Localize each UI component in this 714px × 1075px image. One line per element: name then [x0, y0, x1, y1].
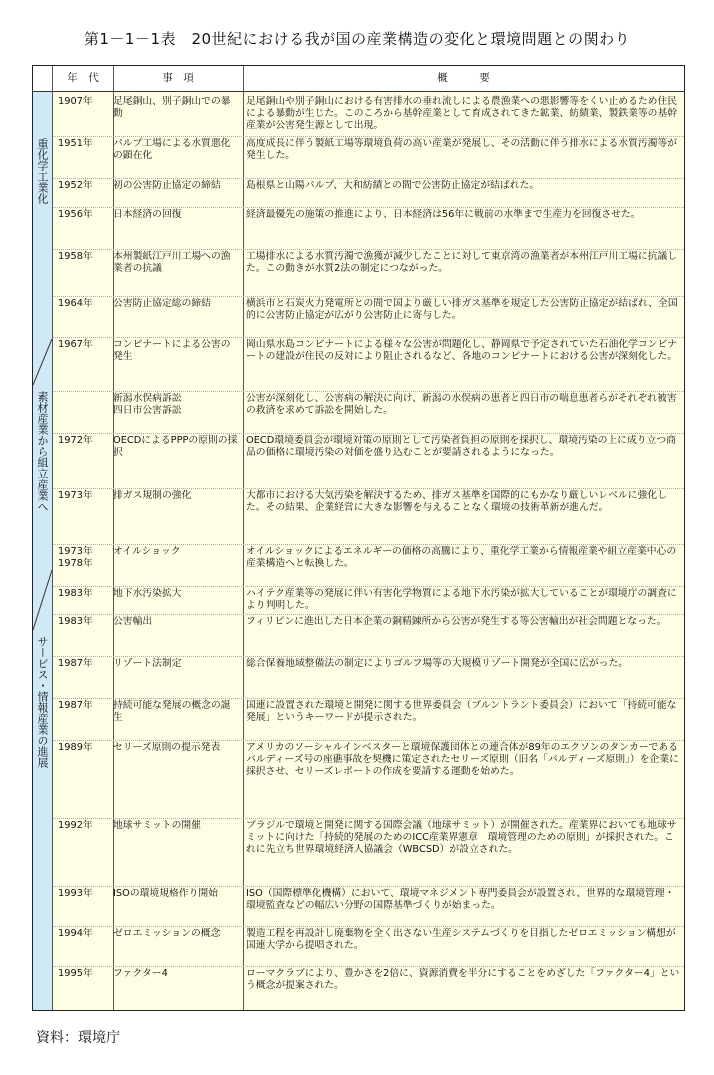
- row-desc: 総合保養地域整備法の制定によりゴルフ場等の大規模リゾート開発が全国に広がった。: [246, 658, 629, 669]
- era-transition-2: [33, 570, 52, 630]
- table-row: [53, 249, 684, 297]
- table-header: [33, 66, 684, 92]
- row-desc: 大都市における大気汚染を解決するため、排ガス基準を国際的にもかなり厳しいレベルに強化した。その結果、企業経営に大きな影響を与えることなく環境の技術革新が進んだ。: [246, 490, 667, 513]
- row-item: セリーズ原則の提示発表: [113, 742, 221, 753]
- era-label-text: サービス・情報産業の進展: [36, 636, 49, 768]
- row-year: 1972年: [58, 435, 93, 446]
- row-desc: 国連に設置された環境と開発に関する世界委員会（ブルントラント委員会）において「持続可能な発展」というキーワードが提示された。: [246, 700, 677, 723]
- row-desc: 横浜市と石炭火力発電所との間で国より厳しい排ガス基準を規定した公害防止協定が結ばれ、全国的に公害防止協定が広がり公害防止に寄与した。: [246, 298, 678, 321]
- row-year: 1987年: [58, 658, 93, 669]
- row-item: コンビナートによる公害の発生: [113, 339, 231, 362]
- table-row: [53, 886, 684, 927]
- row-desc: 島根県と山陽パルプ、大和紡績との間で公害防止協定が結ばれた。: [246, 180, 540, 191]
- row-desc: 製造工程を再設計し廃棄物を全く出さない生産システムづくりを目指したゼロエミッション構想が国連大学から提唱された。: [246, 928, 676, 951]
- table-row: [53, 544, 684, 587]
- row-item: ファクター4: [113, 968, 168, 979]
- table-row: [53, 586, 684, 615]
- row-desc: ISO（国際標準化機構）において、環境マネジメント専門委員会が設置され、世界的な環境管理・環境監査などの幅広い分野の国際基準づくりが始まった。: [246, 888, 675, 911]
- table-row: [53, 337, 684, 392]
- table-row: [53, 433, 684, 489]
- row-desc: 工場排水による水質汚濁で漁獲が減少したことに対して東京湾の漁業者が本州江戸川工場に抗議した。この動きが水質2法の制定につながった。: [246, 251, 678, 274]
- table-row: [53, 178, 684, 208]
- row-item: リゾート法制定: [113, 658, 182, 669]
- row-year: 1992年: [58, 820, 93, 831]
- row-year: 1987年: [58, 700, 93, 711]
- row-item: 排ガス規制の強化: [113, 490, 192, 501]
- era-label-heavy-industry: [33, 138, 52, 207]
- table-row: [53, 614, 684, 657]
- row-year: 1994年: [58, 928, 93, 939]
- table-row: [53, 698, 684, 741]
- era-label-text: 重化学工業化: [36, 138, 49, 204]
- table-row: [53, 740, 684, 819]
- row-year: 1973年 1978年: [58, 546, 93, 569]
- table-title: 第1－1－1表 20世紀における我が国の産業構造の変化と環境問題との関わり: [83, 30, 631, 48]
- table-row: [53, 136, 684, 179]
- row-year: 1983年: [58, 588, 93, 599]
- history-table: [32, 65, 685, 1011]
- row-year: 1993年: [58, 888, 93, 899]
- row-year: 1995年: [58, 968, 93, 979]
- row-desc: ブラジルで環境と開発に関する国際会議（地球サミット）が開催された。産業界においても地球サミットに向けた「持続的発展のためのICC産業界憲章 環境管理のための原則」が採択された。これに先立ち世界環境経済人協議会（WBCSD）が設立された。: [246, 820, 677, 855]
- row-year: 1983年: [58, 616, 93, 627]
- table-row: [53, 94, 684, 137]
- row-item: 本州製紙江戸川工場への漁業者の抗議: [113, 251, 231, 274]
- row-year: 1964年: [58, 298, 93, 309]
- table-row: [53, 656, 684, 699]
- row-item: 地下水汚染拡大: [113, 588, 182, 599]
- row-desc: 岡山県水島コンビナートによる様々な公害が問題化し、静岡県で予定されていた石油化学コンビナートの建設が住民の反対により阻止されるなど、各地のコンビナートにおける公害が深刻化した。: [246, 339, 678, 362]
- table-row: [53, 391, 684, 434]
- era-label-service: [33, 636, 52, 771]
- era-transition-1: [33, 339, 52, 385]
- row-year: 1989年: [58, 742, 93, 753]
- row-year: 1958年: [58, 251, 93, 262]
- header-desc: 概 要: [437, 72, 490, 84]
- row-desc: ローマクラブにより、豊かさを2倍に、資源消費を半分にすることをめざした「ファクター4」という概念が提案された。: [246, 968, 680, 991]
- row-year: 1952年: [58, 180, 93, 191]
- row-item: オイルショック: [113, 546, 181, 557]
- row-year: 1973年: [58, 490, 93, 501]
- row-item: 足尾銅山、別子銅山での暴動: [113, 96, 231, 119]
- header-item: 事 項: [162, 72, 194, 84]
- table-row: [53, 296, 684, 338]
- era-label-text: 素材産業から組立産業へ: [36, 391, 49, 512]
- row-item: 地球サミットの開催: [113, 820, 201, 831]
- row-desc: フィリピンに進出した日本企業の銅精錬所から公害が発生する等公害輸出が社会問題となった。: [246, 616, 667, 627]
- era-label-assembly: [33, 391, 52, 515]
- row-desc: 公害が深刻化し、公害病の解決に向け、新潟の水俣病の患者と四日市の喘息患者らがそれぞれ被害の救済を求めて訴訟を開始した。: [246, 393, 677, 416]
- row-desc: アメリカのソーシャルインベスターと環境保護団体との連合体が89年のエクソンのタンカーであるバルディーズ号の座礁事故を契機に策定されたセリーズ原則（旧名「バルディーズ原則」）を企業に採択させ、セリーズレポートの作成を要請する運動を始めた。: [246, 742, 679, 777]
- era-transitions: [33, 92, 53, 1011]
- row-desc: ハイテク産業等の発展に伴い有害化学物質による地下水汚染が拡大していることが環境庁の調査により判明した。: [246, 588, 677, 611]
- table-row: [53, 488, 684, 545]
- table-row: [53, 966, 684, 1010]
- row-item: 公害輸出: [113, 616, 153, 627]
- source-note: 資料：環境庁: [36, 1030, 120, 1046]
- table-row: [53, 818, 684, 887]
- row-item: 公害防止協定総の締結: [113, 298, 211, 309]
- row-year: 1956年: [58, 209, 93, 220]
- row-item: OECDによるPPPの原則の採択: [113, 435, 238, 458]
- row-item: ISOの環境規格作り開始: [113, 888, 218, 899]
- row-item: 持続可能な発展の概念の誕生: [113, 700, 231, 723]
- row-item: 日本経済の回復: [113, 209, 182, 220]
- row-desc: OECD環境委員会が環境対策の原則として汚染者負担の原則を採択し、環境汚染の上に成り立つ商品の価格に環境汚染の対価を盛り込むことが要請されるようになった。: [246, 435, 676, 458]
- row-item: 新潟水俣病訴訟 四日市公害訴訟: [113, 393, 182, 416]
- row-item: ゼロエミッションの概念: [113, 928, 221, 939]
- row-item: パルプ工場による水質悪化の顕在化: [113, 138, 231, 161]
- row-year: 1967年: [58, 339, 93, 350]
- table-row: [53, 926, 684, 967]
- row-desc: 足尾銅山や別子銅山における有害排水の垂れ流しによる農漁業への悪影響等をくい止めるため住民による暴動が生じた。このころから基幹産業として育成されてきた鉱業、紡績業、製鉄業等の基幹産業が公害発生源として出現。: [246, 96, 678, 131]
- row-desc: 経済最優先の施策の推進により、日本経済は56年に戦前の水準まで生産力を回復させた。: [246, 209, 641, 220]
- row-desc: 高度成長に伴う製紙工場等環境負荷の高い産業が発展し、その活動に伴う排水による水質汚濁等が発生した。: [246, 138, 678, 161]
- table-row: [53, 207, 684, 250]
- row-year: 1951年: [58, 138, 93, 149]
- row-year: 1907年: [58, 96, 93, 107]
- row-desc: オイルショックによるエネルギーの価格の高騰により、重化学工業から情報産業や組立産業中心の産業構造へと転換した。: [246, 546, 677, 569]
- row-item: 初の公害防止協定の締結: [113, 180, 221, 191]
- header-year: 年 代: [67, 72, 99, 84]
